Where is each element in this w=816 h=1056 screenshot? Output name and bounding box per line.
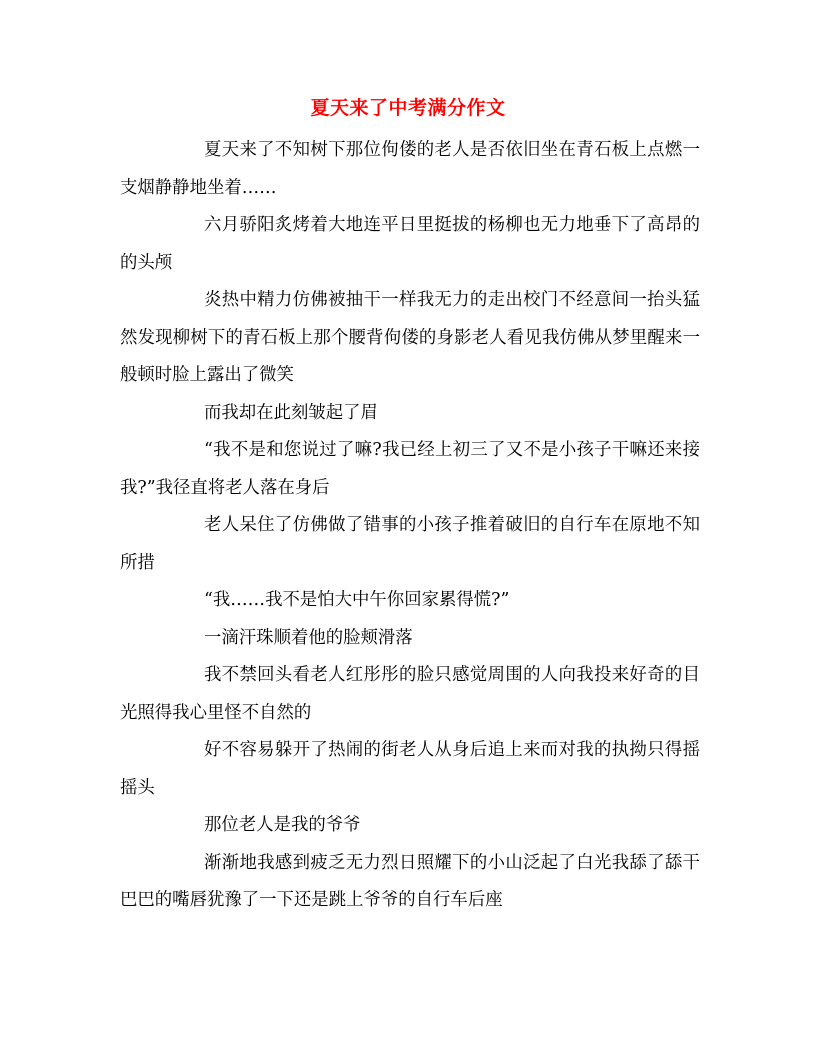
paragraph-1: 夏天来了不知树下那位佝偻的老人是否依旧坐在青石板上点燃一支烟静静地坐着…… (120, 140, 700, 198)
paragraph-11: 那位老人是我的爷爷 (204, 815, 361, 835)
paragraph-7: “我……我不是怕大中午你回家累得慌?” (204, 590, 510, 610)
document-title: 夏天来了中考满分作文 (310, 97, 506, 119)
paragraph-10: 好不容易躲开了热闹的街老人从身后追上来而对我的执拗只得摇摇头 (120, 740, 700, 798)
paragraph-5: “我不是和您说过了嘛?我已经上初三了又不是小孩子干嘛还来接我?”我径直将老人落在身后 (120, 440, 700, 498)
paragraph-8: 一滴汗珠顺着他的脸颊滑落 (204, 627, 413, 648)
paragraph-6: 老人呆住了仿佛做了错事的小孩子推着破旧的自行车在原地不知所措 (120, 515, 700, 573)
paragraph-9: 我不禁回头看老人红彤彤的脸只感觉周围的人向我投来好奇的目光照得我心里怪不自然的 (120, 665, 700, 723)
paragraph-4: 而我却在此刻皱起了眉 (204, 402, 378, 423)
paragraph-2: 六月骄阳炙烤着大地连平日里挺拔的杨柳也无力地垂下了高昂的的头颅 (120, 215, 700, 273)
document-body (120, 132, 700, 920)
paragraph-3: 炎热中精力仿佛被抽干一样我无力的走出校门不经意间一抬头猛然发现柳树下的青石板上那个腰背佝偻的身影老人看见我仿佛从梦里醒来一般顿时脸上露出了微笑 (120, 290, 700, 385)
paragraph-12: 渐渐地我感到疲乏无力烈日照耀下的小山泛起了白光我舔了舔干巴巴的嘴唇犹豫了一下还是跳上爷爷的自行车后座 (120, 852, 700, 910)
